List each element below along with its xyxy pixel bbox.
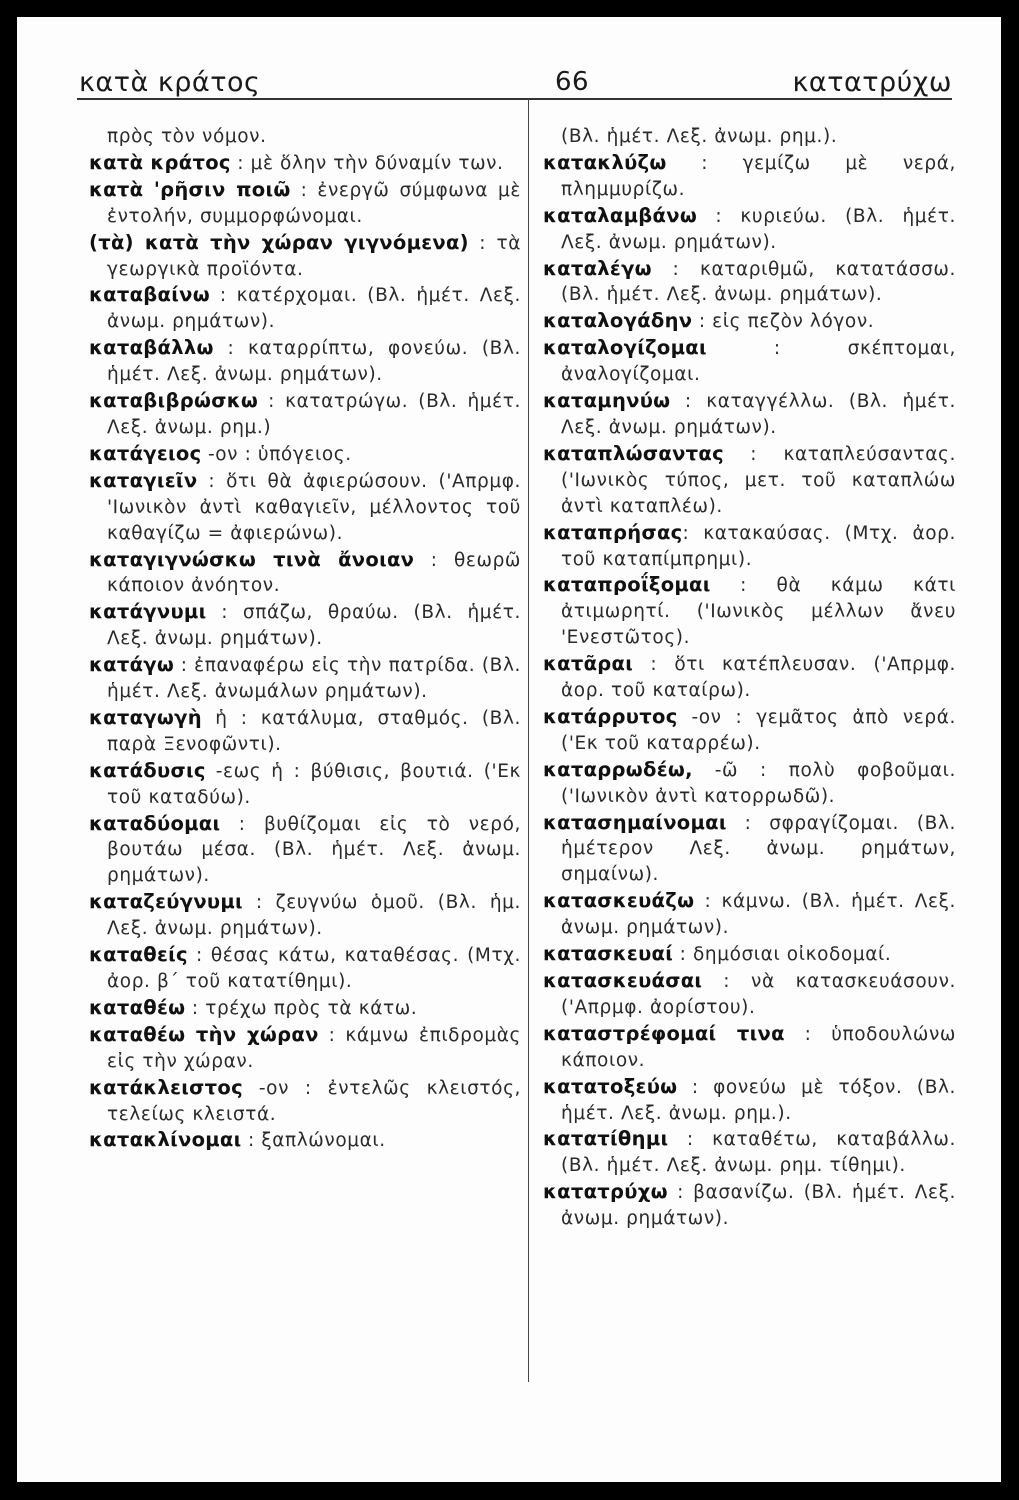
- dictionary-entry: [89, 177, 521, 230]
- entry-definition: καταθέτω, καταβάλλω. (Βλ. ἡμέτ. Λεξ. ἀνωμ. ρημ. τίθημι).: [561, 1129, 957, 1177]
- entry-separator: :: [666, 152, 743, 174]
- entry-separator: :: [209, 285, 237, 307]
- dictionary-entry: [89, 441, 521, 468]
- entry-definition: ὅτι θὰ ἀφιερώσουν. ('Απρμφ. 'Ιωνικὸν ἀντὶ καθαγιεῖν, μέλλοντος τοῦ καθαγίζω = ἀφιερώνω).: [107, 470, 522, 544]
- dictionary-entry: [89, 758, 521, 811]
- dictionary-entry: [543, 335, 956, 388]
- dictionary-entry: [543, 150, 956, 203]
- dictionary-entry: [89, 995, 521, 1022]
- dictionary-entry: [543, 704, 956, 757]
- page-number: 66: [555, 67, 590, 97]
- entry-separator: :: [230, 152, 251, 174]
- entry-headword: καταγιγνώσκω τινὰ ἄνοιαν: [89, 547, 415, 571]
- entry-separator: [678, 707, 692, 728]
- entry-separator: :: [468, 232, 497, 254]
- entry-definition: βυθίζομαι εἰς τὸ νερό, βουτάω μέσα. (Βλ. ἡμέτ. Λεξ. ἀνωμ. ρημάτων).: [107, 813, 522, 887]
- entry-headword: κατατρύχω: [543, 1180, 668, 1204]
- dictionary-entry: [89, 599, 521, 652]
- entry-definition: θὰ κάμω κάτι ἀτιμωρητί. ('Ιωνικὸς μέλλων ἄνευ 'Ενεστῶτος).: [561, 575, 956, 649]
- dictionary-entry: [543, 203, 956, 256]
- entry-definition: -εως ἡ : βύθισις, βουτιά. ('Εκ τοῦ καταδύω).: [107, 760, 522, 808]
- entry-headword: καταλέγω: [543, 256, 652, 280]
- left-guide-word: κατὰ κράτος: [79, 67, 261, 98]
- entry-headword: κατὰ κράτος: [89, 150, 231, 174]
- entry-definition: καταρρίπτω, φονεύω. (Βλ. ἡμέτ. Λεξ. ἀνωμ. ρημάτων).: [107, 338, 521, 386]
- entry-separator: :: [242, 892, 276, 914]
- entry-definition: νὰ κατασκευάσουν. ('Απρμφ. ἀορίστου).: [561, 971, 957, 1018]
- entry-separator: :: [651, 258, 700, 280]
- dictionary-entry: [89, 468, 521, 547]
- dictionary-entry: [89, 1022, 521, 1075]
- entry-separator: :: [784, 1023, 832, 1045]
- entry-definition: κατατρώγω. (Βλ. ἡμέτ. Λεξ. ἀνωμ. ρημ.): [107, 391, 521, 438]
- entry-separator: :: [668, 1129, 713, 1151]
- dictionary-entry: [543, 941, 956, 968]
- entry-definition: κάμνω. (Βλ. ἡμέτ. Λεξ. ἀνωμ. ρημάτων).: [561, 891, 956, 939]
- entry-separator: [206, 761, 216, 782]
- entry-separator: :: [723, 443, 784, 465]
- entry-definition: -ον : γεμᾶτος ἀπὸ νερά. ('Εκ τοῦ καταρρέω).: [561, 706, 956, 754]
- entry-definition: βασανίζω. (Βλ. ἡμέτ. Λεξ. ἀνωμ. ρημάτων).: [561, 1182, 957, 1230]
- entry-headword: κατατοξεύω: [543, 1074, 678, 1098]
- entry-definition: ὑποδουλώνω κάποιον.: [561, 1023, 956, 1071]
- entry-separator: :: [667, 1182, 694, 1204]
- entry-headword: καταθέω τὴν χώραν: [89, 1022, 319, 1046]
- entry-definition: ἐπαναφέρω εἰς τὴν πατρίδα. (Βλ. ἡμέτ. Λεξ. ἀνωμάλων ρημάτων).: [107, 655, 522, 703]
- entry-definition: τρέχω πρὸς τὰ κάτω.: [205, 997, 418, 1019]
- entry-separator: :: [206, 602, 243, 624]
- dictionary-entry: [543, 651, 956, 704]
- dictionary-entry: [543, 572, 956, 651]
- entry-definition: δημόσιαι οἰκοδομαί.: [692, 944, 892, 966]
- dictionary-entry: [89, 811, 521, 890]
- entry-headword: καταλογάδην: [543, 309, 693, 333]
- entry-headword: κατασημαίνομαι: [543, 810, 727, 834]
- entry-definition: (Βλ. ἡμέτ. Λεξ. ἀνωμ. ρημ.).: [561, 126, 838, 147]
- entry-headword: καταγωγὴ: [89, 705, 202, 729]
- entry-separator: :: [726, 812, 770, 834]
- dictionary-entry: [543, 757, 956, 810]
- right-column: [543, 124, 956, 1232]
- entry-headword: καταθείς: [89, 943, 188, 967]
- entry-headword: κατάγω: [89, 653, 175, 677]
- dictionary-entry: [89, 335, 521, 388]
- entry-separator: :: [187, 945, 211, 967]
- entry-headword: καταβαίνω: [89, 283, 210, 307]
- entry-separator: [202, 708, 215, 729]
- entry-separator: [693, 760, 715, 781]
- entry-separator: :: [220, 813, 264, 835]
- dictionary-entry: [543, 308, 956, 335]
- entry-definition: -ον : ὑπόγειος.: [207, 443, 352, 465]
- entry-definition: ἡ : κατάλυμα, σταθμός. (Βλ. παρὰ Ξενοφῶντι).: [107, 707, 521, 755]
- entry-definition: θέσας κάτω, καταθέσας. (Μτχ. ἀορ. β΄ τοῦ κατατίθημι).: [107, 945, 521, 992]
- entry-separator: :: [213, 338, 248, 360]
- entry-definition: φονεύω μὲ τόξον. (Βλ. ἡμέτ. Λεξ. ἀνωμ. ρημ.).: [561, 1076, 957, 1124]
- entry-definition: -ῶ : πολὺ φοβοῦμαι. ('Ιωνικὸν ἀντὶ κατορρωδῶ).: [561, 759, 956, 807]
- dictionary-entry: [543, 520, 956, 573]
- entry-separator: :: [697, 205, 741, 227]
- header-rule: [77, 98, 952, 100]
- entry-separator: :: [318, 1024, 346, 1046]
- entry-headword: καταστρέφομαί τινα: [543, 1021, 785, 1045]
- entry-headword: κατάγνυμι: [89, 600, 207, 624]
- entry-separator: :: [710, 575, 777, 597]
- entry-separator: :: [197, 470, 227, 492]
- entry-definition: καταπλεύσαντας. ('Ιωνικὸς τύπος, μετ. τοῦ καταπλώω ἀντὶ καταπλέω).: [561, 443, 956, 517]
- entry-definition: ὅτι κατέπλευσαν. ('Απρμφ. ἀορ. τοῦ καταίρω).: [561, 654, 956, 702]
- entry-headword: καταπλώσαντας: [543, 441, 724, 465]
- entry-separator: :: [682, 522, 704, 544]
- entry-definition: τὰ γεωργικὰ προϊόντα.: [107, 232, 521, 280]
- entry-separator: :: [702, 971, 752, 992]
- dictionary-entry: [89, 889, 521, 942]
- entry-definition: ζευγνύω ὁμοῦ. (Βλ. ἡμ. Λεξ. ἀνωμ. ρημάτων).: [107, 892, 522, 940]
- entry-definition: μὲ ὅλην τὴν δύναμίν των.: [250, 152, 504, 174]
- entry-headword: καταζεύγνυμι: [89, 890, 243, 914]
- entry-headword: κατακλύζω: [543, 150, 667, 174]
- dictionary-entry: [89, 1075, 521, 1128]
- entry-definition: ξαπλώνομαι.: [261, 1130, 386, 1152]
- dictionary-entry: [89, 705, 521, 758]
- entry-definition: σπάζω, θραύω. (Βλ. ἡμέτ. Λεξ. ἀνωμ. ρημάτων).: [107, 602, 521, 650]
- entry-headword: καταβάλλω: [89, 336, 214, 360]
- entry-definition: κατέρχομαι. (Βλ. ἡμέτ. Λεξ. ἀνωμ. ρημάτων).: [107, 285, 521, 333]
- entry-definition: σκέπτομαι, ἀναλογίζομαι.: [561, 338, 956, 386]
- entry-separator: :: [174, 655, 195, 677]
- dictionary-entry: [543, 1074, 956, 1127]
- entry-headword: καταπρήσας: [543, 520, 683, 544]
- entry-headword: καταλογίζομαι: [543, 336, 707, 360]
- entry-definition: κυριεύω. (Βλ. ἡμέτ. Λεξ. ἀνωμ. ρημάτων).: [561, 205, 956, 253]
- entry-headword: κατάδυσις: [89, 758, 206, 782]
- entry-definition: πρὸς τὸν νόμον.: [107, 126, 267, 147]
- entry-definition: -ον : ἐντελῶς κλειστός, τελείως κλειστά.: [107, 1077, 522, 1125]
- dictionary-entry: [89, 230, 521, 283]
- entry-continuation: [543, 124, 956, 150]
- dictionary-page: [17, 17, 1001, 1482]
- entry-headword: καταλαμβάνω: [543, 203, 698, 227]
- entry-continuation: [89, 124, 521, 150]
- entry-separator: :: [633, 654, 675, 676]
- dictionary-entry: [89, 150, 521, 177]
- left-column: [89, 124, 521, 1154]
- entry-separator: :: [258, 391, 286, 413]
- entry-headword: καταγιεῖν: [89, 468, 198, 492]
- entry-headword: κατάγειος: [89, 441, 202, 465]
- entry-separator: :: [694, 891, 722, 913]
- entry-headword: κατατίθημι: [543, 1127, 669, 1151]
- dictionary-entry: [89, 652, 521, 705]
- entry-definition: κατακαύσας. (Μτχ. ἀορ. τοῦ καταπίμπρημι).: [561, 522, 956, 570]
- entry-definition: καταγγέλλω. (Βλ. ἡμέτ. Λεξ. ἀνωμ. ρημάτων).: [561, 391, 956, 438]
- entry-separator: :: [706, 338, 848, 360]
- entry-separator: :: [673, 944, 693, 966]
- dictionary-entry: [543, 968, 956, 1021]
- entry-headword: καταρρωδέω,: [543, 757, 693, 781]
- entry-headword: κατὰ 'ρῆσιν ποιῶ: [89, 177, 291, 201]
- dictionary-entry: [543, 441, 956, 520]
- entry-headword: καταθέω: [89, 995, 186, 1019]
- entry-headword: κατασκευαί: [543, 942, 674, 966]
- entry-separator: :: [692, 311, 713, 333]
- entry-separator: :: [677, 1076, 714, 1098]
- entry-definition: καταριθμῶ, κατατάσσω. (Βλ. ἡμέτ. Λεξ. ἀνωμ. ρημάτων).: [561, 258, 957, 306]
- dictionary-entry: [89, 1127, 521, 1154]
- entry-definition: ἐνεργῶ σύμφωνα μὲ ἐντολήν, συμμορφώνομαι.: [107, 179, 521, 227]
- entry-headword: (τὰ) κατὰ τὴν χώραν γιγνόμενα): [89, 230, 469, 254]
- entry-separator: :: [414, 549, 454, 571]
- entry-headword: κατακλίνομαι: [89, 1128, 242, 1152]
- entry-headword: καταμηνύω: [543, 389, 671, 413]
- entry-headword: κατάκλειστος: [89, 1075, 243, 1099]
- entry-headword: κατάρρυτος: [543, 704, 678, 728]
- dictionary-entry: [543, 388, 956, 441]
- entry-separator: :: [670, 391, 707, 413]
- entry-separator: :: [185, 997, 206, 1019]
- column-divider: [528, 99, 529, 1382]
- dictionary-entry: [89, 388, 521, 441]
- right-guide-word: κατατρύχω: [792, 67, 952, 98]
- dictionary-entry: [543, 888, 956, 941]
- entry-separator: :: [241, 1130, 262, 1152]
- entry-headword: καταβιβρώσκω: [89, 389, 259, 413]
- entry-definition: γεμίζω μὲ νερά, πλημμυρίζω.: [561, 152, 957, 200]
- entry-headword: καταπροΐξομαι: [543, 573, 711, 597]
- dictionary-entry: [89, 942, 521, 995]
- dictionary-entry: [543, 1021, 956, 1074]
- dictionary-entry: [543, 810, 956, 889]
- entry-headword: καταδύομαι: [89, 811, 221, 835]
- entry-definition: κάμνω ἐπιδρομὰς εἰς τὴν χώραν.: [107, 1024, 521, 1072]
- dictionary-entry: [89, 547, 521, 600]
- entry-separator: [243, 1078, 259, 1099]
- dictionary-entry: [543, 256, 956, 309]
- entry-definition: εἰς πεζὸν λόγον.: [712, 311, 875, 333]
- dictionary-entry: [543, 1126, 956, 1179]
- dictionary-entry: [89, 282, 521, 335]
- entry-headword: κατασκευάζω: [543, 889, 695, 913]
- entry-headword: κατασκευάσαι: [543, 969, 703, 992]
- running-header: [77, 67, 952, 113]
- entry-headword: κατᾶραι: [543, 652, 634, 676]
- dictionary-entry: [543, 1179, 956, 1232]
- entry-separator: :: [290, 179, 318, 201]
- entry-definition: σφραγίζομαι. (Βλ. ἡμέτερον Λεξ. ἀνωμ. ρημάτων, σημαίνω).: [561, 812, 956, 886]
- entry-definition: θεωρῶ κάποιον ἀνόητον.: [107, 549, 522, 597]
